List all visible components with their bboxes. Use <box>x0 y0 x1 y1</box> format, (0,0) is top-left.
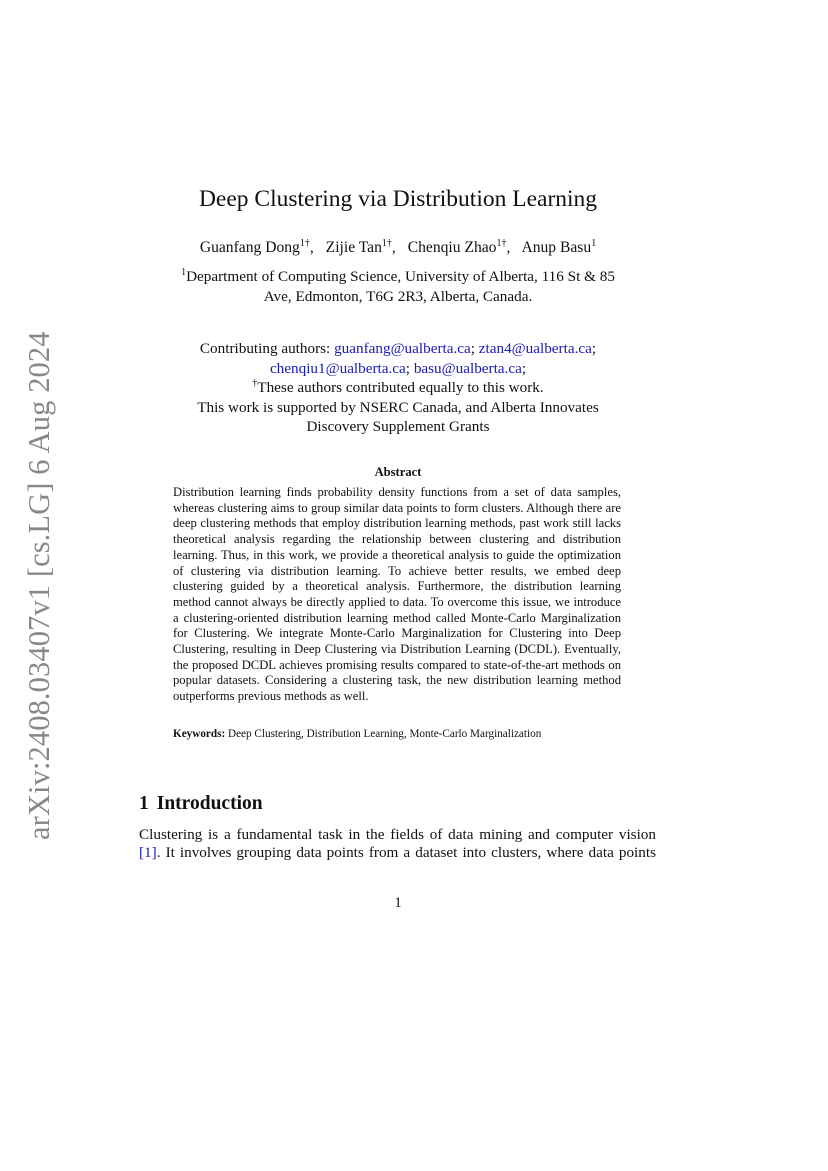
funding-note-cont: Discovery Supplement Grants <box>306 418 490 435</box>
section-title: Introduction <box>156 793 263 814</box>
keywords <box>173 727 633 742</box>
author: Anup Basu$^1$ <box>521 238 597 256</box>
email-link[interactable]: guanfang@ualberta.ca <box>334 340 471 357</box>
section-heading <box>139 791 263 817</box>
arxiv-identifier-stamp: arXiv:2408.03407v1 [cs.LG] 6 Aug 2024 <box>22 331 56 840</box>
email-link[interactable]: basu@ualberta.ca <box>413 359 522 377</box>
funding-note: This work is supported by NSERC Canada, and Alberta Innovates <box>197 398 599 416</box>
introduction-paragraph <box>139 826 656 863</box>
affiliation: $^1$Department of Computing Science, University of Alberta, 116 St & 85 Ave, Edmonton, T6G 2R3, Alberta, Canada. <box>181 267 615 305</box>
paper-title: Deep Clustering via Distribution Learning <box>198 186 598 212</box>
equal-contribution-note: †These authors contributed equally to this work. <box>252 378 544 396</box>
email-link[interactable]: chenqiu1@ualberta.ca <box>269 359 406 377</box>
keywords-text: Deep Clustering, Distribution Learning, Monte-Carlo Marginalization <box>228 728 542 740</box>
contributing-label: Contributing authors: <box>199 340 331 357</box>
author: Guanfang Dong$^{1\dagger}$ <box>199 238 310 256</box>
page-number: 1 <box>394 895 402 911</box>
author-list: Guanfang Dong$^{1\dagger}$, Zijie Tan$^{1\dagger}$, Chenqiu Zhao$^{1\dagger}$, Anup Basu$^1$ <box>199 238 597 256</box>
keywords-label: Keywords: <box>173 728 226 740</box>
contributing-authors-block: Contributing authors: guanfang@ualberta.ca; ztan4@ualberta.ca; chenqiu1@ualberta.ca; basu@ualberta.ca; †These authors contributed equally to this work. This work is supported by NSERC Canada, and Alberta Innovates Discovery Supplement Grants <box>0 339 796 437</box>
author: Zijie Tan$^{1\dagger}$ <box>325 238 392 256</box>
author: Chenqiu Zhao$^{1\dagger}$ <box>407 238 507 256</box>
email-link[interactable]: ztan4@ualberta.ca <box>478 340 592 357</box>
section-number: 1 <box>139 793 149 814</box>
paragraph-line: Clustering is a fundamental task in the fields of data mining and computer vision <box>139 826 656 843</box>
abstract-heading: Abstract <box>374 465 422 479</box>
citation-link[interactable]: [1] <box>139 844 157 862</box>
paragraph-line: [1]. It involves grouping data points from a dataset into clusters, where data points <box>139 844 656 862</box>
abstract-text: Distribution learning finds probability density functions from a set of data samples, whereas clustering aims to group similar data points to form clusters. Although there are deep clustering methods that employ distribution learning methods, past work still lacks theoretical analysis regarding the relationship between clustering and distribution learning. Thus, in this work, we provide a theoretical analysis to guide the optimization of clustering via distribution learning. To achieve better results, we embed deep clustering guided by a theoretical analysis. Furthermore, the distribution learning method cannot always be directly applied to data. To overcome this issue, we introduce a clustering-oriented distribution learning method called Monte-Carlo Marginalization for Clustering. We integrate Monte-Carlo Marginalization for Clustering into Deep Clustering, resulting in Deep Clustering via Distribution Learning (DCDL). Eventually, the proposed DCDL achieves promising results compared to state-of-the-art methods on popular datasets. Considering a clustering task, the new distribution learning method outperforms previous methods as well. <box>173 485 621 704</box>
